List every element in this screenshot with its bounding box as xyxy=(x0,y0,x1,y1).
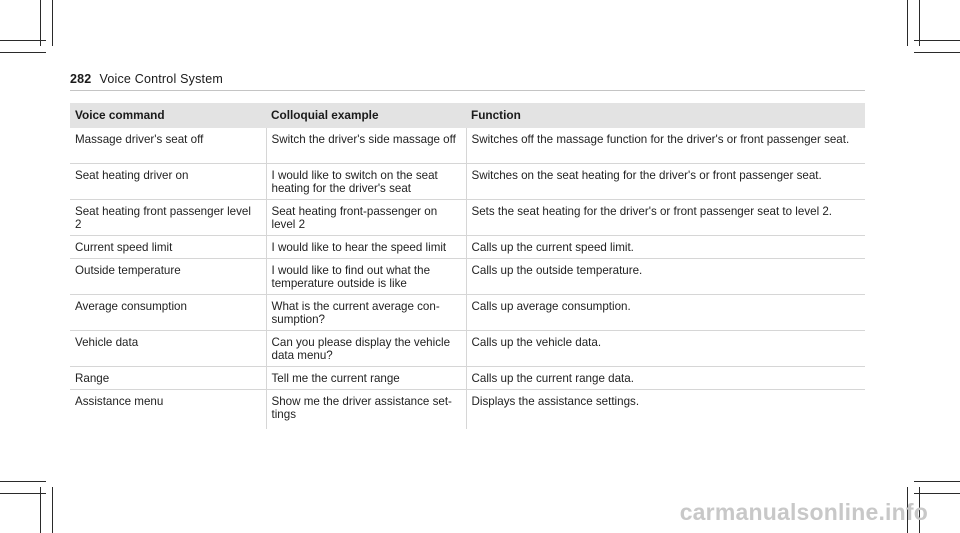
table-row xyxy=(70,259,865,295)
function-cell: Calls up the current range data. xyxy=(466,367,865,390)
function-cell: Switches off the massage function for the driver's or front passenger seat. xyxy=(466,128,865,164)
colloquial-example-cell: I would like to switch on the seat heating for the driver's seat xyxy=(266,164,466,200)
table-row xyxy=(70,390,865,430)
function-cell: Calls up average consumption. xyxy=(466,295,865,331)
voice-command-cell: Outside temperature xyxy=(70,259,266,295)
colloquial-example-cell: Seat heating front-passenger on level 2 xyxy=(266,200,466,236)
voice-command-cell: Seat heating front passenger level 2 xyxy=(70,200,266,236)
table-row xyxy=(70,164,865,200)
function-cell: Calls up the outside temperature. xyxy=(466,259,865,295)
voice-command-cell: Assistance menu xyxy=(75,395,164,408)
colloquial-example-cell: I would like to hear the speed limit xyxy=(266,236,466,259)
crop-mark xyxy=(0,481,46,482)
crop-mark xyxy=(914,481,960,482)
crop-mark xyxy=(914,52,960,53)
crop-mark xyxy=(0,40,46,41)
crop-mark xyxy=(914,40,960,41)
voice-command-cell: Vehicle data xyxy=(70,331,266,367)
function-cell: Calls up the vehicle data. xyxy=(466,331,865,367)
function-cell: Sets the seat heating for the driver's or front passenger seat to level 2. xyxy=(466,200,865,236)
voice-command-cell: Seat heating driver on xyxy=(70,164,266,200)
page-number: 282 xyxy=(70,72,92,86)
function-cell: Displays the assistance settings. xyxy=(466,390,865,430)
section-title: Voice Control System xyxy=(99,72,223,86)
colloquial-example-cell: Tell me the current range xyxy=(266,367,466,390)
voice-command-table xyxy=(70,103,865,429)
table-row xyxy=(70,367,865,390)
crop-mark xyxy=(914,493,960,494)
crop-mark xyxy=(52,487,53,533)
colloquial-example-cell: What is the current average con-sumption? xyxy=(266,295,466,331)
crop-mark xyxy=(40,487,41,533)
crop-mark xyxy=(907,0,908,46)
page-header xyxy=(70,72,223,86)
table-row xyxy=(70,295,865,331)
table-row xyxy=(70,236,865,259)
function-cell: Switches on the seat heating for the driver's or front passenger seat. xyxy=(466,164,865,200)
column-header-colloquial-example: Colloquial example xyxy=(266,103,466,128)
voice-command-cell: Range xyxy=(70,367,266,390)
header-divider xyxy=(70,90,865,91)
column-header-voice-command: Voice command xyxy=(70,103,266,128)
colloquial-example-cell: I would like to find out what the temperature outside is like xyxy=(266,259,466,295)
colloquial-example-cell: Switch the driver's side massage off xyxy=(266,128,466,164)
colloquial-example-cell: Show me the driver assistance set-tings xyxy=(266,390,466,430)
table-row xyxy=(70,331,865,367)
crop-mark xyxy=(52,0,53,46)
column-header-function: Function xyxy=(466,103,865,128)
colloquial-example-cell: Can you please display the vehicle data menu? xyxy=(266,331,466,367)
voice-command-cell: Massage driver's seat off xyxy=(70,128,266,164)
watermark-text: carmanualsonline.info xyxy=(679,499,928,525)
table-row xyxy=(70,128,865,164)
voice-command-cell: Current speed limit xyxy=(70,236,266,259)
table-row xyxy=(70,200,865,236)
crop-mark xyxy=(0,52,46,53)
voice-command-cell: Average consumption xyxy=(70,295,266,331)
function-cell: Calls up the current speed limit. xyxy=(466,236,865,259)
table-header xyxy=(70,103,865,128)
